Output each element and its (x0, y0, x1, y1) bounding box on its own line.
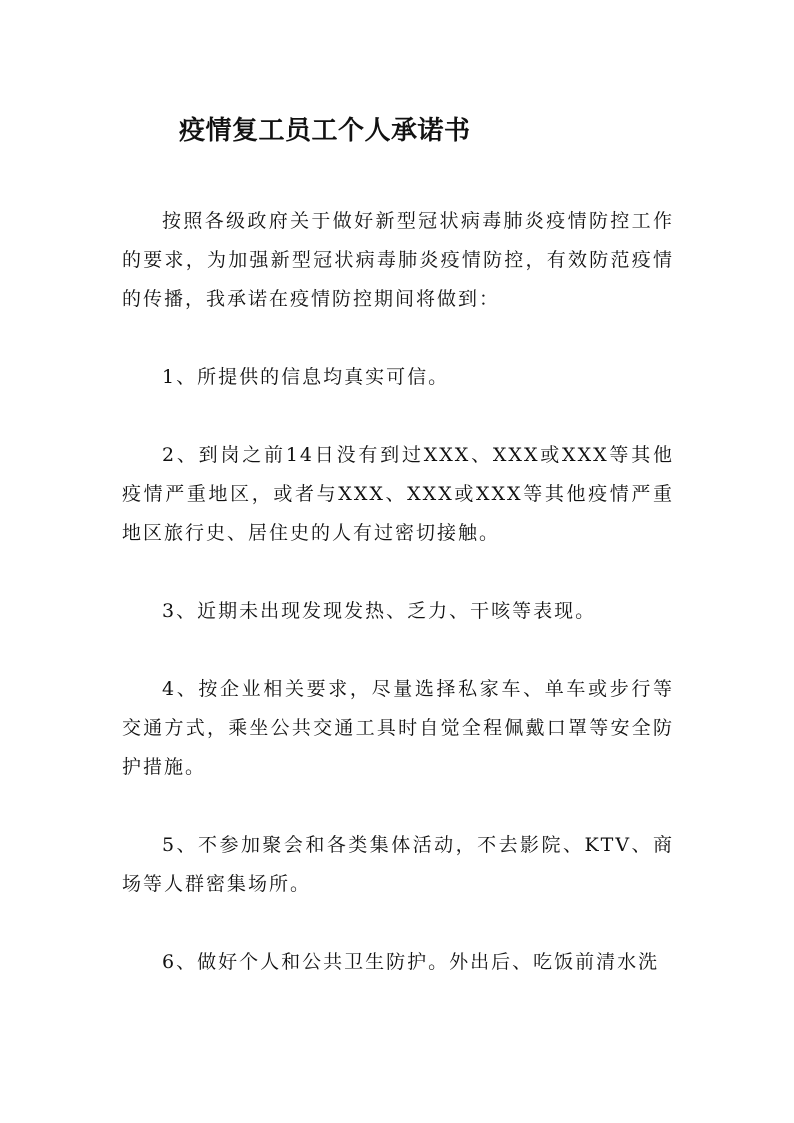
commitment-item-2: 2、到岗之前14日没有到过XXX、XXX或XXX等其他疫情严重地区，或者与XXX、XXX或XXX等其他疫情严重地区旅行史、居住史的人有过密切接触。 (122, 444, 674, 544)
document-body (122, 202, 674, 1021)
document-title: 疫情复工员工个人承诺书 (179, 116, 471, 146)
commitment-item-5: 5、不参加聚会和各类集体活动，不去影院、KTV、商场等人群密集场所。 (122, 834, 674, 895)
intro-paragraph: 按照各级政府关于做好新型冠状病毒肺炎疫情防控工作的要求，为加强新型冠状病毒肺炎疫情防控，有效防范疫情的传播，我承诺在疫情防控期间将做到： (122, 210, 674, 310)
commitment-item-6: 6、做好个人和公共卫生防护。外出后、吃饭前清水洗 (162, 951, 660, 973)
commitment-item-1: 1、所提供的信息均真实可信。 (162, 366, 450, 388)
commitment-item-4: 4、按企业相关要求，尽量选择私家车、单车或步行等交通方式，乘坐公共交通工具时自觉全程佩戴口罩等安全防护措施。 (122, 678, 674, 778)
commitment-item-3: 3、近期未出现发现发热、乏力、干咳等表现。 (162, 600, 597, 622)
